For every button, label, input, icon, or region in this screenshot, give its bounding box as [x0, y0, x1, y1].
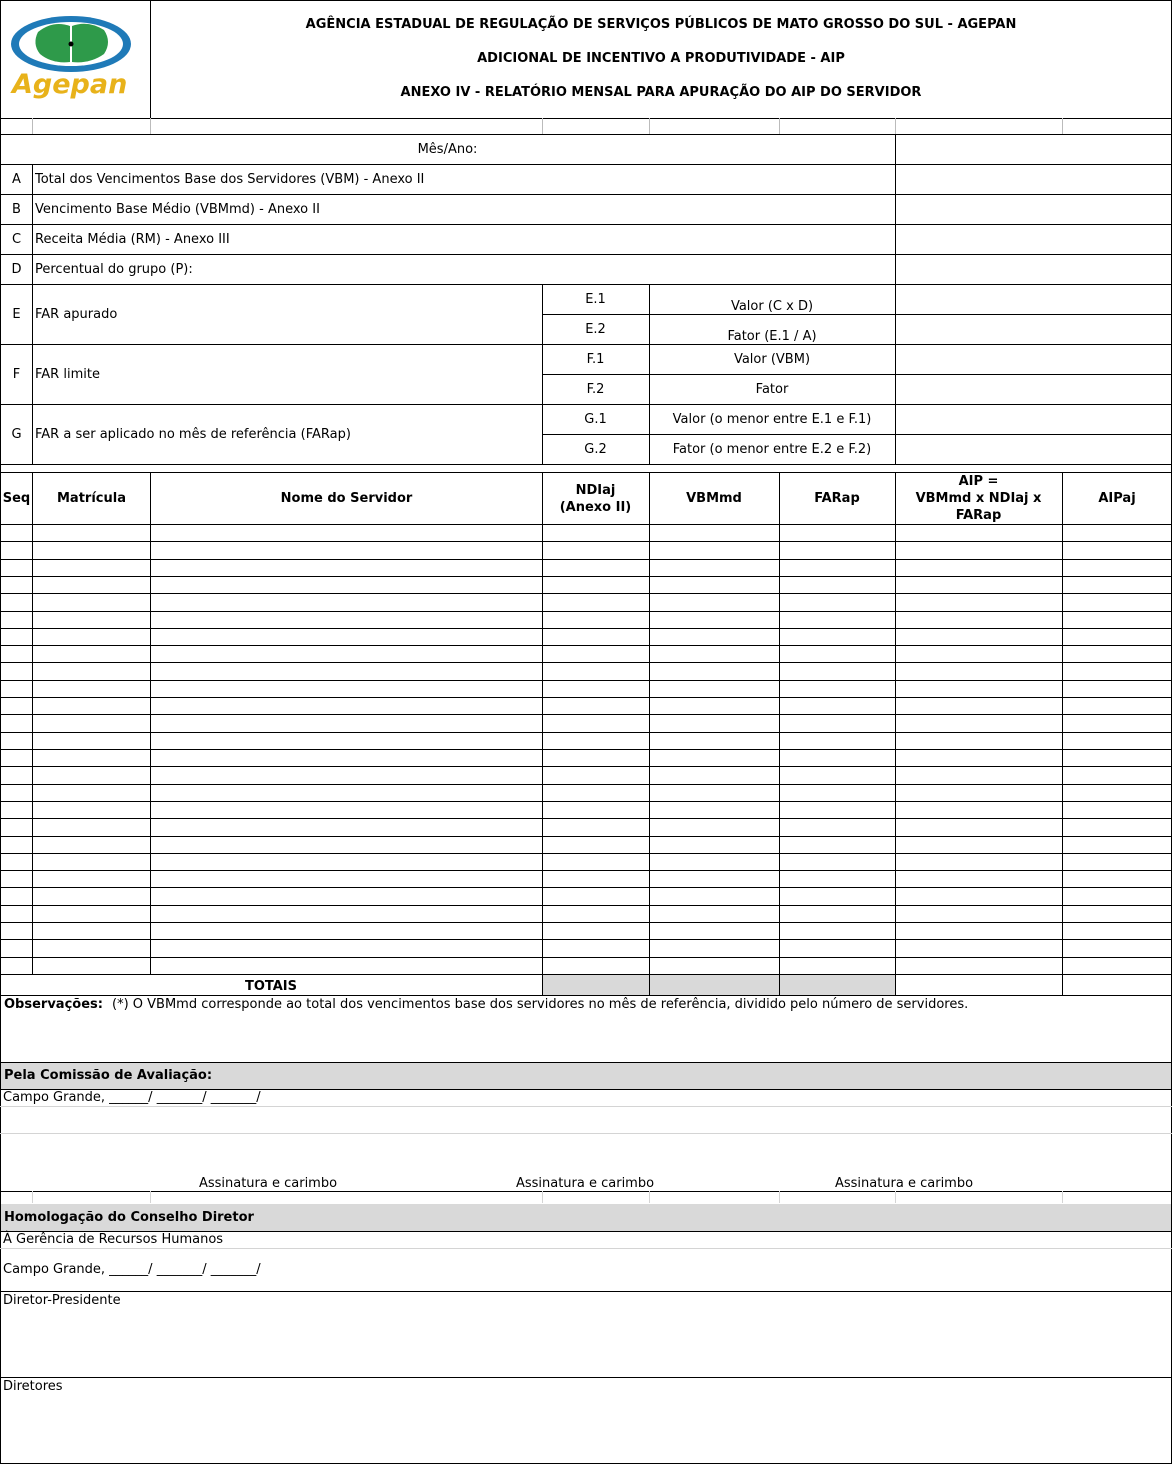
row-b-letter: B: [12, 202, 21, 217]
row-e1-desc: Valor (C x D): [730, 299, 814, 314]
signature-1: Assinatura e carimbo: [198, 1176, 338, 1191]
table-row[interactable]: [1, 871, 1171, 887]
row-g2-value[interactable]: [896, 435, 1171, 464]
agency-title: AGÊNCIA ESTADUAL DE REGULAÇÃO DE SERVIÇOS PÚBLICOS DE MATO GROSSO DO SUL - AGEPAN: [305, 17, 1017, 32]
mes-ano-field[interactable]: [896, 135, 1171, 164]
row-f-letter: F: [12, 367, 21, 382]
diretor-presidente-label: Diretor-Presidente: [3, 1293, 121, 1308]
signature-3: Assinatura e carimbo: [834, 1176, 974, 1191]
col-nome: Nome do Servidor: [280, 491, 413, 506]
col-aip-3: FARap: [955, 508, 1002, 523]
col-ndiaj-2: (Anexo II): [559, 500, 632, 515]
totals-farap-cell: [780, 975, 895, 995]
table-row[interactable]: [1, 750, 1171, 766]
row-e1-value[interactable]: [896, 285, 1171, 314]
col-aip-1: AIP =: [958, 474, 999, 489]
row-e-letter: E: [12, 307, 21, 322]
table-row[interactable]: [1, 923, 1171, 939]
row-g-label: FAR a ser aplicado no mês de referência (FARap): [35, 427, 351, 442]
row-a-label: Total dos Vencimentos Base dos Servidores (VBM) - Anexo II: [35, 172, 425, 187]
observacoes-text: (*) O VBMmd corresponde ao total dos vencimentos base dos servidores no mês de referência, dividido pelo número de servidores.: [112, 997, 969, 1012]
row-g2-code: G.2: [584, 442, 607, 457]
signature-2: Assinatura e carimbo: [515, 1176, 655, 1191]
row-g-letter: G: [11, 427, 22, 442]
table-row[interactable]: [1, 646, 1171, 662]
row-c-value[interactable]: [896, 225, 1171, 254]
table-row[interactable]: [1, 958, 1171, 974]
row-f-label: FAR limite: [35, 367, 100, 382]
col-farap: FARap: [814, 491, 860, 506]
table-row[interactable]: [1, 629, 1171, 645]
table-row[interactable]: [1, 888, 1171, 904]
table-row[interactable]: [1, 837, 1171, 853]
row-c-letter: C: [11, 232, 22, 247]
homologacao-to: À Gerência de Recursos Humanos: [3, 1232, 224, 1247]
observacoes-label: Observações:: [4, 997, 103, 1012]
table-row[interactable]: [1, 681, 1171, 697]
totals-aip-value[interactable]: [896, 975, 1062, 995]
table-row[interactable]: [1, 715, 1171, 731]
row-a-letter: A: [12, 172, 21, 187]
row-a-value[interactable]: [896, 165, 1171, 194]
program-title: ADICIONAL DE INCENTIVO A PRODUTIVIDADE - AIP: [477, 51, 845, 66]
table-row[interactable]: [1, 577, 1171, 593]
table-row[interactable]: [1, 906, 1171, 922]
totals-aipaj-value[interactable]: [1063, 975, 1171, 995]
row-g2-desc: Fator (o menor entre E.2 e F.2): [672, 442, 872, 457]
table-row[interactable]: [1, 733, 1171, 749]
row-f2-code: F.2: [586, 382, 605, 397]
table-row[interactable]: [1, 854, 1171, 870]
totals-vbmmd-cell: [650, 975, 779, 995]
comissao-date-line[interactable]: Campo Grande, ______/ _______/ _______/: [3, 1090, 261, 1105]
diretores-label: Diretores: [3, 1379, 63, 1394]
row-e2-desc: Fator (E.1 / A): [727, 329, 817, 344]
homologacao-date-line[interactable]: Campo Grande, ______/ _______/ _______/: [3, 1262, 261, 1277]
row-d-value[interactable]: [896, 255, 1171, 284]
row-e2-value[interactable]: [896, 315, 1171, 344]
row-g1-code: G.1: [584, 412, 607, 427]
row-g1-desc: Valor (o menor entre E.1 e F.1): [672, 412, 872, 427]
table-row[interactable]: [1, 819, 1171, 835]
table-row[interactable]: [1, 767, 1171, 783]
annex-title: ANEXO IV - RELATÓRIO MENSAL PARA APURAÇÃO DO AIP DO SERVIDOR: [400, 85, 922, 100]
row-f1-desc: Valor (VBM): [733, 352, 811, 367]
table-row[interactable]: [1, 698, 1171, 714]
table-row[interactable]: [1, 785, 1171, 801]
totals-label: TOTAIS: [244, 979, 298, 994]
row-d-label: Percentual do grupo (P):: [35, 262, 193, 277]
homologacao-title: Homologação do Conselho Diretor: [4, 1210, 254, 1225]
comissao-title: Pela Comissão de Avaliação:: [4, 1068, 213, 1083]
row-b-label: Vencimento Base Médio (VBMmd) - Anexo II: [35, 202, 320, 217]
col-ndiaj-1: NDIaj: [575, 483, 616, 498]
row-e-label: FAR apurado: [35, 307, 118, 322]
row-f1-code: F.1: [586, 352, 605, 367]
logo: [8, 10, 134, 102]
col-aip-2: VBMmd x NDIaj x: [915, 491, 1042, 506]
row-d-letter: D: [11, 262, 22, 277]
row-b-value[interactable]: [896, 195, 1171, 224]
table-row[interactable]: [1, 594, 1171, 610]
table-row[interactable]: [1, 802, 1171, 818]
table-row[interactable]: [1, 612, 1171, 628]
row-g1-value[interactable]: [896, 405, 1171, 434]
table-row[interactable]: [1, 525, 1171, 541]
row-f2-desc: Fator: [755, 382, 789, 397]
table-row[interactable]: [1, 542, 1171, 558]
mes-ano-label: Mês/Ano:: [417, 142, 478, 157]
col-seq: Seq: [2, 491, 31, 506]
row-e2-code: E.2: [585, 322, 606, 337]
row-f2-value[interactable]: [896, 375, 1171, 404]
row-f1-value[interactable]: [896, 345, 1171, 374]
row-e1-code: E.1: [585, 292, 606, 307]
col-vbmmd: VBMmd: [686, 491, 742, 506]
table-row[interactable]: [1, 940, 1171, 956]
totals-ndiaj-cell: [543, 975, 649, 995]
col-matricula: Matrícula: [57, 491, 126, 506]
logo-text: Agepan: [12, 69, 128, 100]
table-row[interactable]: [1, 663, 1171, 679]
table-row[interactable]: [1, 560, 1171, 576]
row-c-label: Receita Média (RM) - Anexo III: [35, 232, 230, 247]
col-aipaj: AIPaj: [1098, 491, 1136, 506]
